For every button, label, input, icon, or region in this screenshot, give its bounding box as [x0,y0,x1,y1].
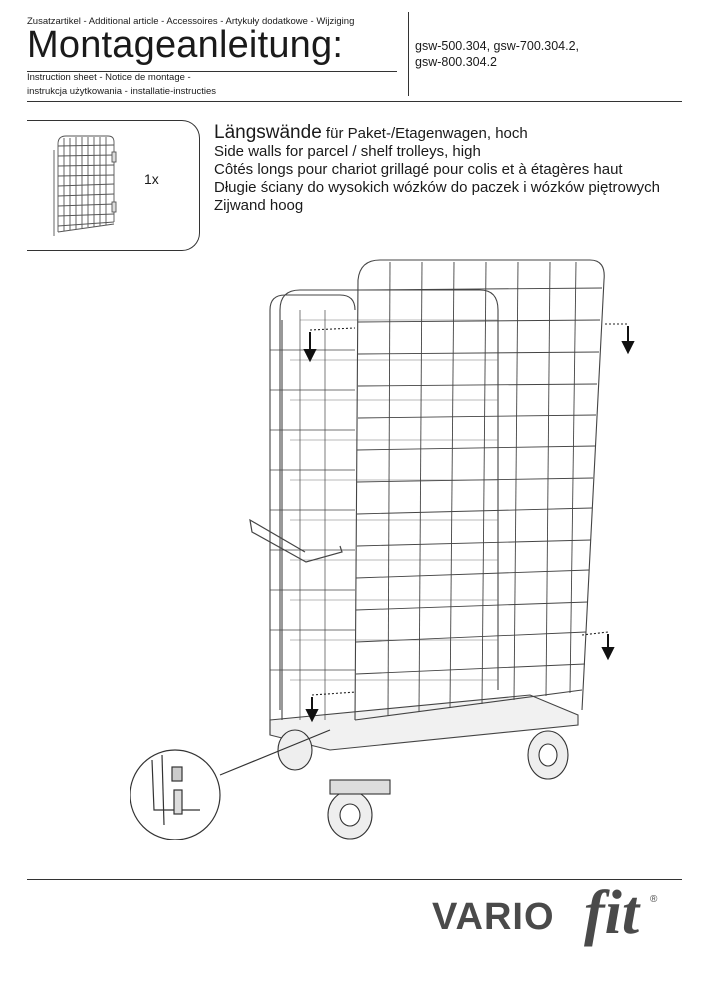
part-title-suffix: für Paket-/Etagenwagen, hoch [321,125,528,142]
variofit-logo [432,876,662,956]
registered-mark: ® [650,894,658,905]
part-line-en: Side walls for parcel / shelf trolleys, high [214,143,481,160]
article-codes [415,38,579,70]
page-title: Montageanleitung: [27,24,344,66]
header-rule [27,101,682,102]
part-title-main: Längswände [214,122,322,143]
trolley-illustration [130,250,650,840]
article-codes-line-1: gsw-500.304, gsw-700.304.2, [415,39,579,53]
part-description [214,124,660,215]
part-line-pl: Długie ściany do wysokich wózków do paczek i wózków piętrowych [214,179,661,196]
part-line-fr: Côtés longs pour chariot grillagé pour colis et à étagères haut [214,161,623,178]
subtitle-line-1: Instruction sheet - Notice de montage - [27,72,191,83]
mesh-panel-icon [50,132,120,238]
logo-text-main: VARIO [432,896,555,938]
header-divider [408,12,409,96]
logo-text-fit: fit [584,879,640,947]
quantity-label: 1x [144,171,159,187]
article-codes-line-2: gsw-800.304.2 [415,55,498,69]
languages-line: Zusatzartikel - Additional article - Accessoires - Artykuły dodatkowe - Wijziging [27,16,355,27]
subtitle-line-2: instrukcja użytkowania - installatie-instructies [27,86,217,97]
part-title-de [214,124,660,143]
part-line-nl: Zijwand hoog [214,197,304,214]
